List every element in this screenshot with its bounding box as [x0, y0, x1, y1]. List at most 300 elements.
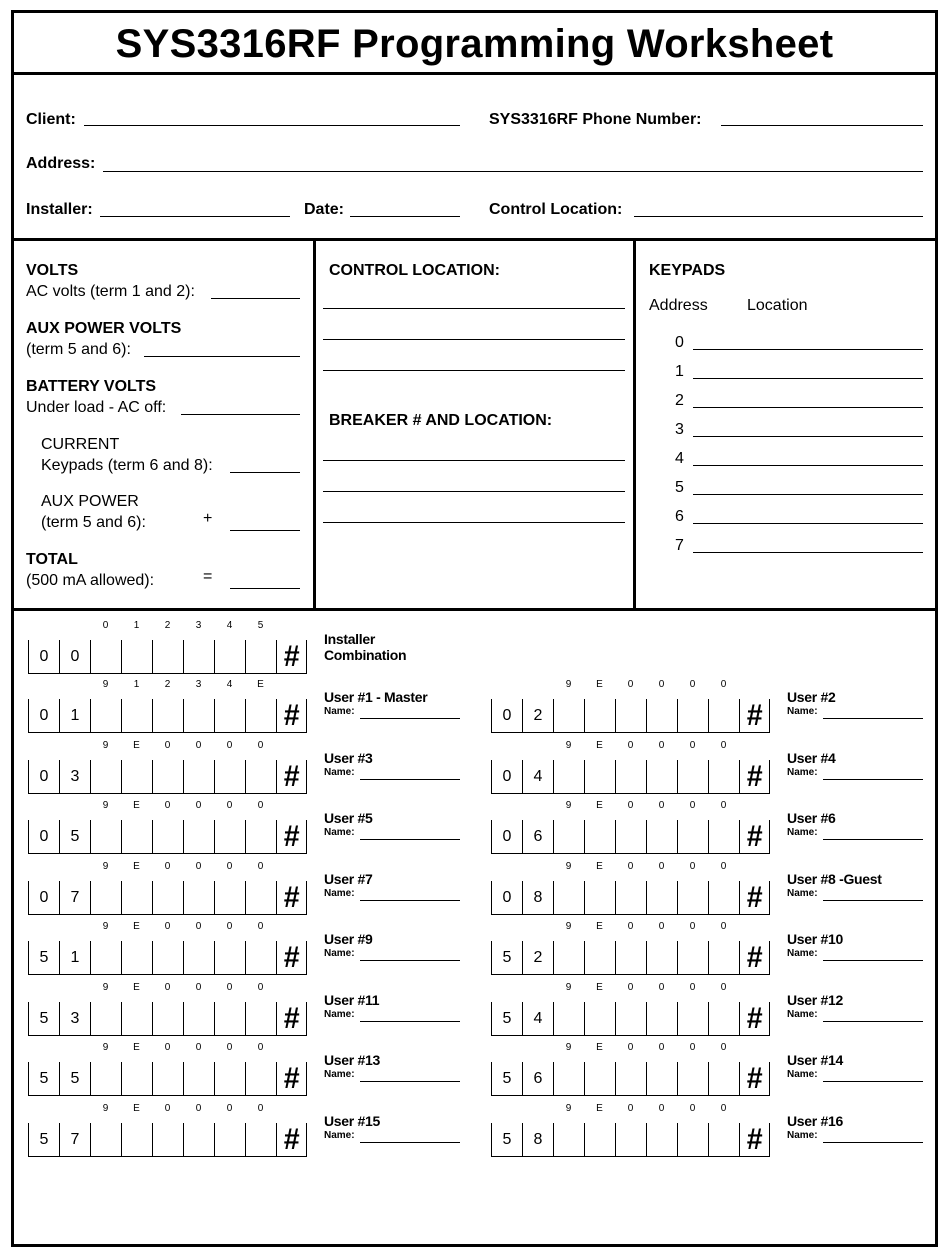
code-entry-box[interactable] — [584, 1002, 615, 1036]
code-hint: E — [133, 861, 140, 872]
code-hint: 0 — [689, 1103, 696, 1114]
code-entry-box[interactable] — [245, 881, 276, 915]
code-digit: 8 — [522, 1123, 553, 1157]
code-entry-box[interactable] — [553, 760, 584, 794]
control-location-line[interactable] — [323, 339, 625, 340]
code-entry-box[interactable] — [152, 1123, 183, 1157]
code-entry-box[interactable] — [677, 699, 708, 733]
code-hint: 3 — [195, 620, 202, 631]
code-hint: E — [596, 982, 603, 993]
code-hint: E — [596, 921, 603, 932]
code-hint: 0 — [257, 861, 264, 872]
code-digit: 5 — [28, 1062, 59, 1096]
code-digit: 5 — [491, 1123, 522, 1157]
code-digit: 0 — [59, 640, 90, 674]
code-entry-box[interactable] — [90, 881, 121, 915]
code-hint: 0 — [102, 620, 109, 631]
keypad-location-field[interactable] — [693, 436, 923, 437]
hash-key-icon — [739, 1002, 770, 1036]
breaker-line[interactable] — [323, 522, 625, 523]
code-entry-box[interactable] — [646, 881, 677, 915]
hash-symbol: # — [283, 941, 300, 974]
keypad-location-field[interactable] — [693, 349, 923, 350]
code-entry-box[interactable] — [152, 941, 183, 975]
user-code-entry — [28, 982, 307, 1036]
hash-key-icon — [276, 941, 307, 975]
code-entry-box[interactable] — [90, 820, 121, 854]
keypad-address: 6 — [675, 508, 684, 525]
code-entry-box[interactable] — [245, 760, 276, 794]
code-hint: 9 — [565, 740, 572, 751]
code-entry-box[interactable] — [90, 941, 121, 975]
name-label: Name: — [324, 767, 355, 778]
code-digit: 5 — [59, 1062, 90, 1096]
current-keypads-field[interactable] — [230, 472, 300, 473]
code-hint: 0 — [164, 1042, 171, 1053]
code-entry-box[interactable] — [183, 699, 214, 733]
equals-sign: = — [203, 568, 213, 585]
code-digit: 6 — [522, 1062, 553, 1096]
code-hint: 0 — [658, 800, 665, 811]
code-digit: 3 — [59, 1002, 90, 1036]
code-entry-box[interactable] — [214, 1002, 245, 1036]
code-entry-box[interactable] — [677, 820, 708, 854]
code-entry-box[interactable] — [121, 881, 152, 915]
code-hint: 2 — [164, 679, 171, 690]
control-location-heading: CONTROL LOCATION: — [329, 262, 500, 279]
code-hint: 0 — [226, 800, 233, 811]
code-entry-box[interactable] — [214, 1123, 245, 1157]
user-name-field[interactable] — [823, 1142, 923, 1143]
code-entry-box[interactable] — [615, 699, 646, 733]
keypad-address: 2 — [675, 392, 684, 409]
code-digit: 5 — [28, 1123, 59, 1157]
code-entry-box[interactable] — [708, 760, 739, 794]
total-field[interactable] — [230, 588, 300, 589]
code-entry-box[interactable] — [121, 1123, 152, 1157]
code-hint: 0 — [720, 679, 727, 690]
code-hint: 0 — [689, 679, 696, 690]
ac-volts-field[interactable] — [211, 298, 300, 299]
code-entry-box[interactable] — [214, 699, 245, 733]
code-entry-box[interactable] — [183, 760, 214, 794]
phone-label: SYS3316RF Phone Number: — [489, 111, 702, 128]
code-entry-box[interactable] — [615, 760, 646, 794]
user-label: User #15 — [324, 1113, 380, 1129]
code-hint: 4 — [226, 679, 233, 690]
battery-volts-heading: BATTERY VOLTS — [26, 378, 157, 395]
code-entry-box[interactable] — [214, 760, 245, 794]
code-hint: 9 — [102, 861, 109, 872]
name-label: Name: — [787, 1130, 818, 1141]
code-entry-box[interactable] — [708, 1002, 739, 1036]
code-entry-box[interactable] — [584, 760, 615, 794]
user-name-field[interactable] — [360, 1021, 460, 1022]
total-sub-label: (500 mA allowed): — [26, 572, 155, 589]
code-entry-box[interactable] — [121, 640, 152, 674]
user-label: User #14 — [787, 1052, 843, 1068]
code-entry-box[interactable] — [677, 760, 708, 794]
code-entry-box[interactable] — [553, 941, 584, 975]
code-hint: 0 — [658, 679, 665, 690]
code-entry-box[interactable] — [121, 1062, 152, 1096]
hash-key-icon — [276, 881, 307, 915]
code-hint: E — [133, 800, 140, 811]
address-field[interactable] — [103, 171, 923, 172]
divider — [313, 241, 316, 608]
control-location-line[interactable] — [323, 308, 625, 309]
code-hint: 0 — [720, 1103, 727, 1114]
control-location-field[interactable] — [634, 216, 923, 217]
code-entry-box[interactable] — [245, 820, 276, 854]
code-entry-box[interactable] — [646, 699, 677, 733]
code-entry-box[interactable] — [677, 1062, 708, 1096]
hash-symbol: # — [283, 1002, 300, 1035]
user-name-field[interactable] — [823, 839, 923, 840]
code-hint: 9 — [565, 982, 572, 993]
user-code-entry — [28, 1042, 307, 1096]
code-hint: 9 — [565, 800, 572, 811]
code-entry-box[interactable] — [90, 640, 121, 674]
code-entry-box[interactable] — [708, 1062, 739, 1096]
code-entry-box[interactable] — [615, 881, 646, 915]
installer-label: Installer: — [26, 201, 93, 218]
user-label: User #7 — [324, 871, 373, 887]
code-hint: 9 — [565, 861, 572, 872]
code-hint: 0 — [627, 740, 634, 751]
code-entry-box[interactable] — [615, 820, 646, 854]
aux-volts-field[interactable] — [144, 356, 300, 357]
installer-field[interactable] — [100, 216, 290, 217]
user-code-entry — [28, 921, 307, 975]
phone-field[interactable] — [721, 125, 923, 126]
code-entry-box[interactable] — [183, 1123, 214, 1157]
code-hint: 0 — [627, 921, 634, 932]
code-entry-box[interactable] — [214, 820, 245, 854]
code-hint: 9 — [102, 679, 109, 690]
code-entry-box[interactable] — [553, 699, 584, 733]
code-hint: 0 — [689, 982, 696, 993]
hash-symbol: # — [283, 699, 300, 732]
code-entry-box[interactable] — [646, 760, 677, 794]
user-name-field[interactable] — [823, 779, 923, 780]
code-hint: 0 — [720, 861, 727, 872]
hash-symbol: # — [746, 1062, 763, 1095]
control-location-label: Control Location: — [489, 201, 623, 218]
code-digit: 0 — [28, 640, 59, 674]
ac-volts-label: AC volts (term 1 and 2): — [26, 283, 195, 300]
code-entry-box[interactable] — [152, 1002, 183, 1036]
battery-sub-label: Under load - AC off: — [26, 399, 167, 416]
code-digit: 1 — [59, 941, 90, 975]
hash-symbol: # — [283, 881, 300, 914]
breaker-line[interactable] — [323, 460, 625, 461]
code-hint: 0 — [226, 982, 233, 993]
user-label: User #13 — [324, 1052, 380, 1068]
user-code-entry — [491, 1103, 770, 1157]
keypad-location-field[interactable] — [693, 407, 923, 408]
aux-power-volts-heading: AUX POWER VOLTS — [26, 320, 182, 337]
page-title: SYS3316RF Programming Worksheet — [14, 13, 935, 75]
code-entry-box[interactable] — [214, 941, 245, 975]
user-code-entry — [491, 921, 770, 975]
code-hint: 0 — [689, 1042, 696, 1053]
user-name-field[interactable] — [360, 1081, 460, 1082]
code-hint: 0 — [226, 921, 233, 932]
code-hint: 9 — [102, 982, 109, 993]
code-entry-box[interactable] — [646, 1062, 677, 1096]
user-name-field[interactable] — [823, 960, 923, 961]
user-label: User #10 — [787, 931, 843, 947]
name-label: Name: — [324, 948, 355, 959]
breaker-line[interactable] — [323, 491, 625, 492]
code-entry-box[interactable] — [584, 1062, 615, 1096]
code-digit: 0 — [28, 881, 59, 915]
keypad-address: 1 — [675, 363, 684, 380]
code-hint: 0 — [689, 800, 696, 811]
code-hint: 0 — [257, 982, 264, 993]
code-entry-box[interactable] — [90, 1002, 121, 1036]
code-hint: 0 — [164, 1103, 171, 1114]
hash-symbol: # — [746, 820, 763, 853]
divider — [14, 608, 935, 611]
user-name-field[interactable] — [823, 900, 923, 901]
code-entry-box[interactable] — [245, 941, 276, 975]
code-entry-box[interactable] — [615, 1062, 646, 1096]
code-hint: 0 — [226, 1103, 233, 1114]
code-digit: 0 — [491, 820, 522, 854]
code-entry-box[interactable] — [245, 1002, 276, 1036]
hash-key-icon — [739, 699, 770, 733]
hash-key-icon — [276, 820, 307, 854]
code-entry-box[interactable] — [90, 1062, 121, 1096]
code-entry-box[interactable] — [183, 640, 214, 674]
keypad-location-field[interactable] — [693, 494, 923, 495]
code-entry-box[interactable] — [584, 820, 615, 854]
code-hint: 9 — [565, 1042, 572, 1053]
code-entry-box[interactable] — [646, 1002, 677, 1036]
code-entry-box[interactable] — [152, 640, 183, 674]
code-entry-box[interactable] — [183, 941, 214, 975]
hash-symbol: # — [746, 1002, 763, 1035]
code-hint: 0 — [627, 679, 634, 690]
keypad-address: 3 — [675, 421, 684, 438]
code-hint: 2 — [164, 620, 171, 631]
name-label: Name: — [324, 1069, 355, 1080]
code-entry-box[interactable] — [646, 941, 677, 975]
hash-key-icon — [739, 820, 770, 854]
code-digit: 5 — [491, 1002, 522, 1036]
user-name-field[interactable] — [823, 1021, 923, 1022]
code-entry-box[interactable] — [615, 941, 646, 975]
battery-volts-field[interactable] — [181, 414, 300, 415]
code-hint: E — [133, 982, 140, 993]
user-name-field[interactable] — [823, 1081, 923, 1082]
code-hint: 0 — [720, 921, 727, 932]
code-entry-box[interactable] — [214, 1062, 245, 1096]
code-hint: 9 — [102, 921, 109, 932]
user-code-entry — [491, 740, 770, 794]
code-hint: 9 — [565, 921, 572, 932]
code-hint: E — [596, 800, 603, 811]
user-code-entry — [491, 679, 770, 733]
code-entry-box[interactable] — [152, 760, 183, 794]
user-name-field[interactable] — [360, 1142, 460, 1143]
keypad-location-field[interactable] — [693, 552, 923, 553]
code-hint: 0 — [195, 982, 202, 993]
divider — [14, 238, 935, 241]
code-entry-box[interactable] — [553, 1002, 584, 1036]
code-entry-box[interactable] — [677, 941, 708, 975]
keypad-location-field[interactable] — [693, 523, 923, 524]
user-name-field[interactable] — [360, 960, 460, 961]
code-entry-box[interactable] — [90, 699, 121, 733]
code-digit: 0 — [491, 760, 522, 794]
code-entry-box[interactable] — [245, 640, 276, 674]
code-hint: 9 — [565, 1103, 572, 1114]
code-hint: E — [133, 1042, 140, 1053]
user-label: User #16 — [787, 1113, 843, 1129]
code-hint: 0 — [720, 982, 727, 993]
keypad-location-field[interactable] — [693, 378, 923, 379]
code-entry-box[interactable] — [615, 1002, 646, 1036]
client-field[interactable] — [84, 125, 460, 126]
code-hint: E — [257, 679, 264, 690]
code-entry-box[interactable] — [708, 699, 739, 733]
code-entry-box[interactable] — [214, 640, 245, 674]
code-entry-box[interactable] — [183, 1002, 214, 1036]
code-digit: 6 — [522, 820, 553, 854]
user-label: User #6 — [787, 810, 836, 826]
user-name-field[interactable] — [360, 839, 460, 840]
code-entry-box[interactable] — [152, 881, 183, 915]
code-digit: 1 — [59, 699, 90, 733]
code-entry-box[interactable] — [584, 1123, 615, 1157]
code-entry-box[interactable] — [646, 1123, 677, 1157]
user-code-entry — [28, 861, 307, 915]
user-name-field[interactable] — [823, 718, 923, 719]
name-label: Name: — [324, 1009, 355, 1020]
total-heading: TOTAL — [26, 551, 78, 568]
code-entry-box[interactable] — [677, 881, 708, 915]
code-entry-box[interactable] — [245, 1062, 276, 1096]
code-entry-box[interactable] — [121, 1002, 152, 1036]
code-entry-box[interactable] — [90, 1123, 121, 1157]
code-digit: 0 — [491, 699, 522, 733]
code-entry-box[interactable] — [121, 820, 152, 854]
code-entry-box[interactable] — [152, 1062, 183, 1096]
code-hint: 0 — [164, 921, 171, 932]
user-name-field[interactable] — [360, 718, 460, 719]
hash-symbol: # — [746, 881, 763, 914]
hash-key-icon — [739, 1123, 770, 1157]
keypad-address: 7 — [675, 537, 684, 554]
name-label: Name: — [787, 888, 818, 899]
code-hint: 0 — [658, 740, 665, 751]
code-entry-box[interactable] — [553, 1123, 584, 1157]
code-entry-box[interactable] — [214, 881, 245, 915]
code-digit: 0 — [28, 699, 59, 733]
code-entry-box[interactable] — [584, 881, 615, 915]
user-name-field[interactable] — [360, 779, 460, 780]
code-entry-box[interactable] — [615, 1123, 646, 1157]
code-hint: E — [596, 1042, 603, 1053]
name-label: Name: — [324, 706, 355, 717]
code-entry-box[interactable] — [584, 699, 615, 733]
code-entry-box[interactable] — [245, 1123, 276, 1157]
code-entry-box[interactable] — [121, 941, 152, 975]
code-hint: 3 — [195, 679, 202, 690]
code-entry-box[interactable] — [584, 941, 615, 975]
code-entry-box[interactable] — [708, 1123, 739, 1157]
aux-power-field[interactable] — [230, 530, 300, 531]
volts-heading: VOLTS — [26, 262, 79, 279]
code-hint: 9 — [565, 679, 572, 690]
code-hint: 0 — [658, 921, 665, 932]
code-hint: 0 — [195, 740, 202, 751]
hash-key-icon — [739, 941, 770, 975]
code-hint: 0 — [195, 1042, 202, 1053]
combination-label: Combination — [324, 647, 407, 663]
date-field[interactable] — [350, 216, 460, 217]
hash-key-icon — [276, 640, 307, 674]
code-entry-box[interactable] — [183, 820, 214, 854]
code-hint: 0 — [720, 800, 727, 811]
code-hint: 9 — [102, 800, 109, 811]
code-hint: 0 — [689, 921, 696, 932]
code-entry-box[interactable] — [708, 881, 739, 915]
code-hint: E — [596, 1103, 603, 1114]
code-entry-box[interactable] — [553, 881, 584, 915]
worksheet — [11, 10, 938, 1247]
control-location-line[interactable] — [323, 370, 625, 371]
code-entry-box[interactable] — [677, 1123, 708, 1157]
code-entry-box[interactable] — [183, 1062, 214, 1096]
code-entry-box[interactable] — [708, 941, 739, 975]
code-entry-box[interactable] — [152, 699, 183, 733]
code-hint: 9 — [102, 740, 109, 751]
code-entry-box[interactable] — [553, 1062, 584, 1096]
code-hint: E — [596, 861, 603, 872]
code-hint: 4 — [226, 620, 233, 631]
name-label: Name: — [787, 767, 818, 778]
code-entry-box[interactable] — [121, 760, 152, 794]
user-code-entry — [491, 982, 770, 1036]
code-entry-box[interactable] — [708, 820, 739, 854]
code-entry-box[interactable] — [677, 1002, 708, 1036]
user-code-entry — [28, 740, 307, 794]
code-entry-box[interactable] — [152, 820, 183, 854]
name-label: Name: — [324, 827, 355, 838]
user-label: User #2 — [787, 689, 836, 705]
user-label: User #8 -Guest — [787, 871, 882, 887]
code-hint: 0 — [226, 740, 233, 751]
code-entry-box[interactable] — [553, 820, 584, 854]
user-name-field[interactable] — [360, 900, 460, 901]
code-digit: 4 — [522, 760, 553, 794]
code-entry-box[interactable] — [90, 760, 121, 794]
code-entry-box[interactable] — [121, 699, 152, 733]
aux-power-terms-label: (term 5 and 6): — [41, 514, 146, 531]
code-entry-box[interactable] — [183, 881, 214, 915]
code-entry-box[interactable] — [245, 699, 276, 733]
aux-power-heading: AUX POWER — [41, 493, 139, 510]
address-label: Address: — [26, 155, 96, 172]
user-label: User #9 — [324, 931, 373, 947]
hash-symbol: # — [283, 1062, 300, 1095]
code-entry-box[interactable] — [646, 820, 677, 854]
keypad-location-field[interactable] — [693, 465, 923, 466]
